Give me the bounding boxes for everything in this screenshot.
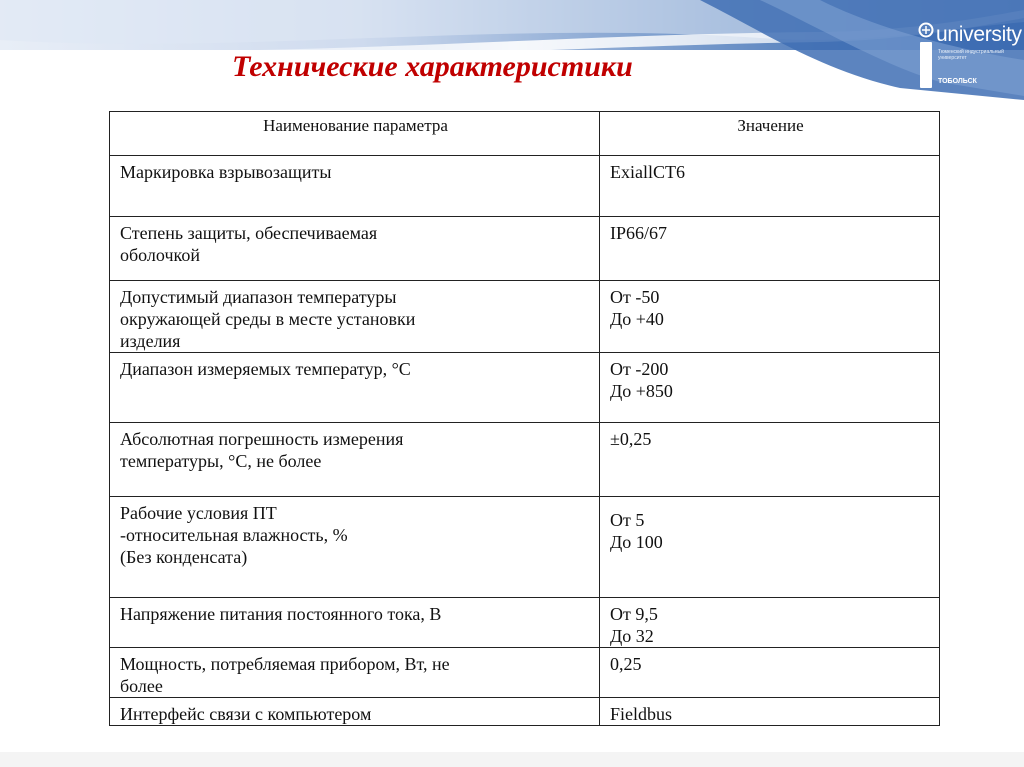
value-cell: Fieldbus xyxy=(600,698,940,726)
table-row xyxy=(110,648,940,698)
value-cell: ±0,25 xyxy=(600,423,940,497)
table-row xyxy=(110,217,940,281)
value-cell: От 5 До 100 xyxy=(600,497,940,598)
param-cell: Напряжение питания постоянного тока, В xyxy=(110,598,600,648)
university-logo-icon xyxy=(918,22,934,38)
value-cell: От 9,5 До 32 xyxy=(600,598,940,648)
param-cell: Мощность, потребляемая прибором, Вт, не более xyxy=(110,648,600,698)
table-row xyxy=(110,281,940,353)
table-row xyxy=(110,598,940,648)
slide-title: Технические характеристики xyxy=(232,50,633,83)
value-cell: От -50 До +40 xyxy=(600,281,940,353)
param-cell: Маркировка взрывозащиты xyxy=(110,156,600,217)
logo-subtext: Тюменский индустриальный университет xyxy=(938,49,1004,61)
table-row xyxy=(110,423,940,497)
param-cell: Рабочие условия ПТ -относительная влажность, % (Без конденсата) xyxy=(110,497,600,598)
value-cell: 0,25 xyxy=(600,648,940,698)
header-parameter: Наименование параметра xyxy=(110,112,600,156)
param-cell: Интерфейс связи с компьютером xyxy=(110,698,600,726)
specifications-table xyxy=(109,111,940,726)
value-cell: IP66/67 xyxy=(600,217,940,281)
table-row xyxy=(110,497,940,598)
table-header-row xyxy=(110,112,940,156)
param-cell: Диапазон измеряемых температур, °С xyxy=(110,353,600,423)
param-cell: Степень защиты, обеспечиваемая оболочкой xyxy=(110,217,600,281)
value-cell: От -200 До +850 xyxy=(600,353,940,423)
university-logo xyxy=(918,16,1022,92)
param-cell: Допустимый диапазон температуры окружающей среды в месте установки изделия xyxy=(110,281,600,353)
logo-wordmark: university xyxy=(936,23,1022,46)
logo-city: ТОБОЛЬСК xyxy=(938,78,977,85)
table-row xyxy=(110,156,940,217)
header-value: Значение xyxy=(600,112,940,156)
table-row xyxy=(110,353,940,423)
param-cell: Абсолютная погрешность измерения температуры, °С, не более xyxy=(110,423,600,497)
value-cell: ExiallCT6 xyxy=(600,156,940,217)
logo-bar xyxy=(920,42,932,88)
table-row xyxy=(110,698,940,726)
